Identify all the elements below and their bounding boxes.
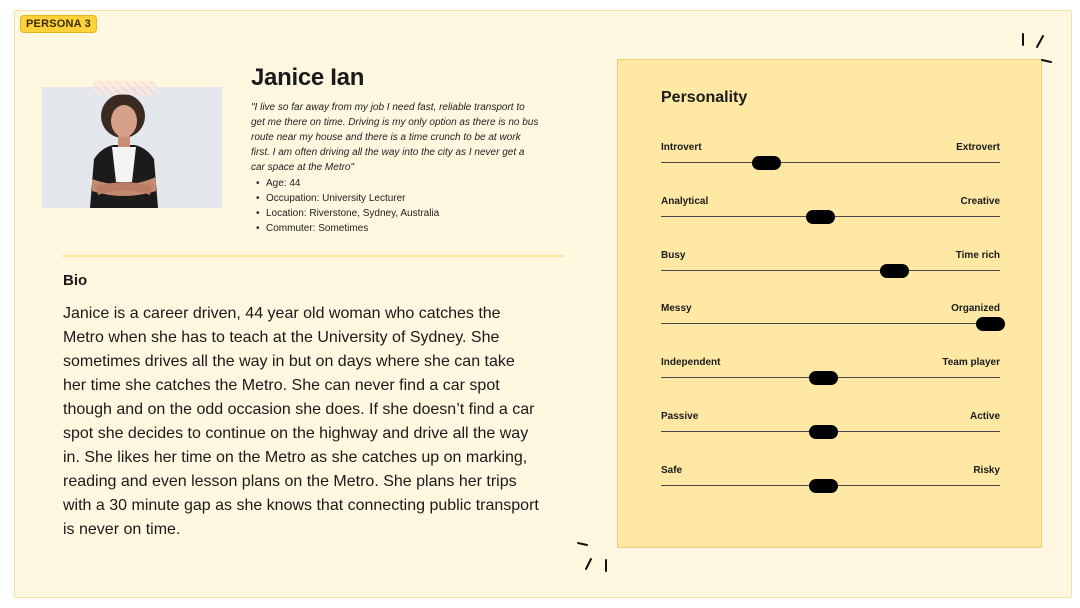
slider-right-label: Creative bbox=[960, 196, 1000, 207]
slider-safe-risky[interactable] bbox=[661, 465, 1000, 505]
personality-heading: Personality bbox=[661, 89, 748, 106]
slider-thumb[interactable] bbox=[809, 479, 838, 493]
slider-busy-time-rich[interactable] bbox=[661, 250, 1000, 290]
slider-left-label: Messy bbox=[661, 303, 692, 314]
sparkle-top-right-icon bbox=[1016, 30, 1056, 66]
sparkle-bottom-left-icon bbox=[574, 538, 614, 574]
slider-thumb[interactable] bbox=[880, 264, 909, 278]
slider-right-label: Risky bbox=[973, 465, 1000, 476]
fact-age: • Age: 44 bbox=[256, 176, 439, 191]
photo-tape bbox=[94, 81, 156, 95]
persona-quote: "I live so far away from my job I need fast, reliable transport to get me there on time. Driving is my only option as there is no bus route near my house and there is a time crunch to be at work first. I am often driving all the way into the city as I never get a car space at the Metro" bbox=[251, 102, 539, 173]
slider-left-label: Safe bbox=[661, 465, 683, 476]
bio-heading: Bio bbox=[63, 272, 88, 289]
persona-name: Janice Ian bbox=[251, 64, 365, 91]
slider-independent-team-player[interactable] bbox=[661, 357, 1000, 397]
slider-thumb[interactable] bbox=[752, 156, 781, 170]
slider-messy-organized[interactable] bbox=[661, 303, 1000, 343]
slider-left-label: Analytical bbox=[661, 196, 709, 207]
personality-panel bbox=[617, 59, 1042, 548]
slider-thumb[interactable] bbox=[809, 425, 838, 439]
slider-thumb[interactable] bbox=[806, 210, 835, 224]
slider-analytical-creative[interactable] bbox=[661, 196, 1000, 236]
slider-left-label: Independent bbox=[661, 357, 721, 368]
frame-label[interactable]: PERSONA 3 bbox=[20, 15, 97, 33]
slider-right-label: Team player bbox=[942, 357, 1000, 368]
slider-right-label: Organized bbox=[951, 303, 1000, 314]
slider-right-label: Extrovert bbox=[956, 142, 1000, 153]
slider-left-label: Passive bbox=[661, 411, 699, 422]
slider-right-label: Active bbox=[969, 411, 1000, 422]
fact-occupation: • Occupation: University Lecturer bbox=[256, 191, 439, 206]
slider-left-label: Introvert bbox=[661, 142, 702, 153]
persona-facts-list bbox=[256, 176, 439, 236]
slider-track[interactable] bbox=[661, 162, 1000, 163]
slider-thumb[interactable] bbox=[809, 371, 838, 385]
fact-commuter: • Commuter: Sometimes bbox=[256, 221, 439, 236]
slider-thumb[interactable] bbox=[976, 317, 1005, 331]
slider-track[interactable] bbox=[661, 323, 1000, 324]
bio-text: Janice is a career driven, 44 year old woman who catches the Metro when she has to teach at the University of Sydney. She sometimes drives all the way in but on days where she can take her time she catches the Metro. She can never find a car spot though and on the odd occasion she does. If she doesn’t find a car spot she decides to continue on the highway and drive all the way in. She likes her time on the Metro as she catches up on marking, reading and even lesson plans on the Metro. She plans her trips with a 30 minute gap as she knows that connecting public transport is never on time. bbox=[63, 305, 539, 538]
persona-photo bbox=[42, 87, 222, 208]
fact-location: • Location: Riverstone, Sydney, Australia bbox=[256, 206, 439, 221]
slider-track[interactable] bbox=[661, 270, 1000, 271]
slider-passive-active[interactable] bbox=[661, 411, 1000, 451]
persona-portrait-image bbox=[42, 87, 222, 208]
slider-right-label: Time rich bbox=[955, 250, 1000, 261]
section-divider bbox=[62, 255, 564, 257]
slider-introvert-extrovert[interactable] bbox=[661, 142, 1000, 182]
slider-left-label: Busy bbox=[661, 250, 686, 261]
